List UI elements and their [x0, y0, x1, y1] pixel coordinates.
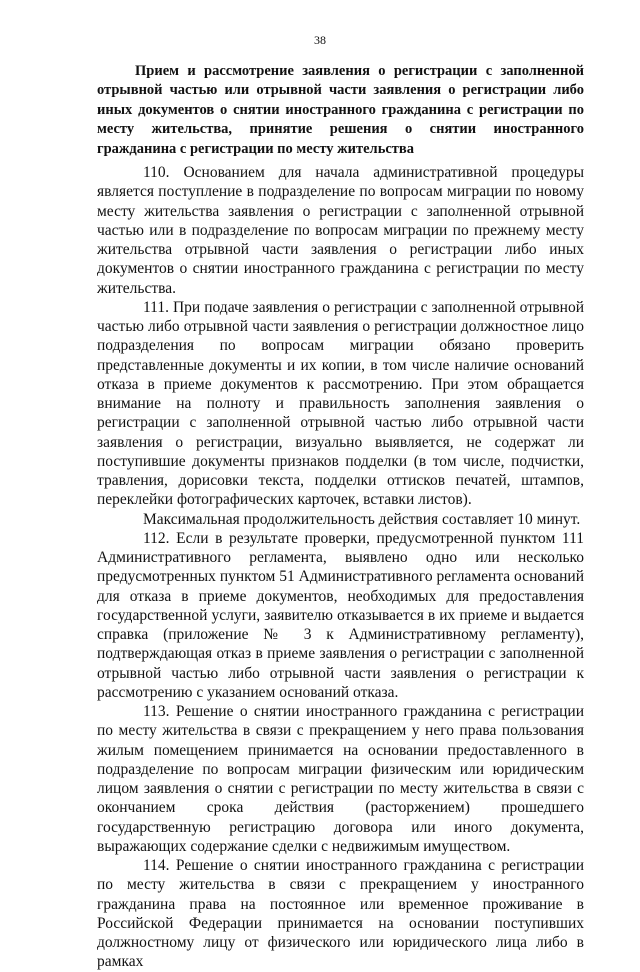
paragraph-duration-note: Максимальная продолжительность действия составляет 10 минут. — [143, 510, 581, 528]
section-heading: Прием и рассмотрение заявления о регистрации с заполненной отрывной частью или отрывной части заявления о регистрации либо иных документов о снятии иностранного гражданина с регистрации по месту жительства, принятие решения о снятии иностранного гражданина с регистрации по месту жительства — [97, 63, 584, 157]
paragraph-112: 112. Если в результате проверки, предусмотренной пунктом 111 Административного регламента, выявлено одно или несколько предусмотренных пунктом 51 Административного регламента оснований для отказа в приеме документов, необходимых для предоставления государственной услуги, заявителю отказывается в их приеме и выдается справка (приложение № 3 к Административному регламенту), подтверждающая отказ в приеме заявления о регистрации с заполненной отрывной частью либо отрывной части заявления о регистрации к рассмотрению с указанием оснований отказа. — [97, 529, 584, 701]
paragraph-114: 114. Решение о снятии иностранного гражданина с регистрации по месту жительства в связи с прекращением у иностранного гражданина права на постоянное или временное проживание в Российской Федерации принимается на основании поступивших должностному лицу от физического или юридического лица либо в рамках — [97, 857, 584, 971]
document-body — [97, 163, 584, 972]
paragraph-111: 111. При подаче заявления о регистрации с заполненной отрывной частью либо отрывной части заявления о регистрации должностное лицо подразделения по вопросам миграции обязано проверить представленные документы и их копии, в том числе наличие оснований отказа в приеме документов к рассмотрению. При этом обращается внимание на полноту и правильность заполнения заявления о регистрации с заполненной отрывной частью либо отрывной части заявления о регистрации, визуально выявляется, не содержат ли поступившие документы признаков подделки (в том числе, подчистки, травления, дорисовки текста, подделки оттисков печатей, штампов, переклейки фотографических карточек, вставки листов). — [97, 298, 584, 509]
page-number: 38 — [314, 33, 326, 47]
paragraph-110: 110. Основанием для начала административной процедуры является поступление в подразделение по вопросам миграции по новому месту жительства заявления о регистрации с заполненной отрывной частью или в подразделение по вопросам миграции по прежнему месту жительства отрывной части заявления о регистрации либо иных документов о снятии иностранного гражданина с регистрации по месту жительства. — [97, 164, 584, 297]
paragraph-113: 113. Решение о снятии иностранного гражданина с регистрации по месту жительства в связи с прекращением у него права пользования жилым помещением принимается на основании предоставленного в подразделение по вопросам миграции физическим или юридическим лицом заявления о снятии с регистрации по месту жительства в связи с окончанием срока действия (расторжением) прошедшего государственную регистрацию договора или иного документа, выражающих содержание сделки с недвижимым имуществом. — [97, 703, 584, 855]
